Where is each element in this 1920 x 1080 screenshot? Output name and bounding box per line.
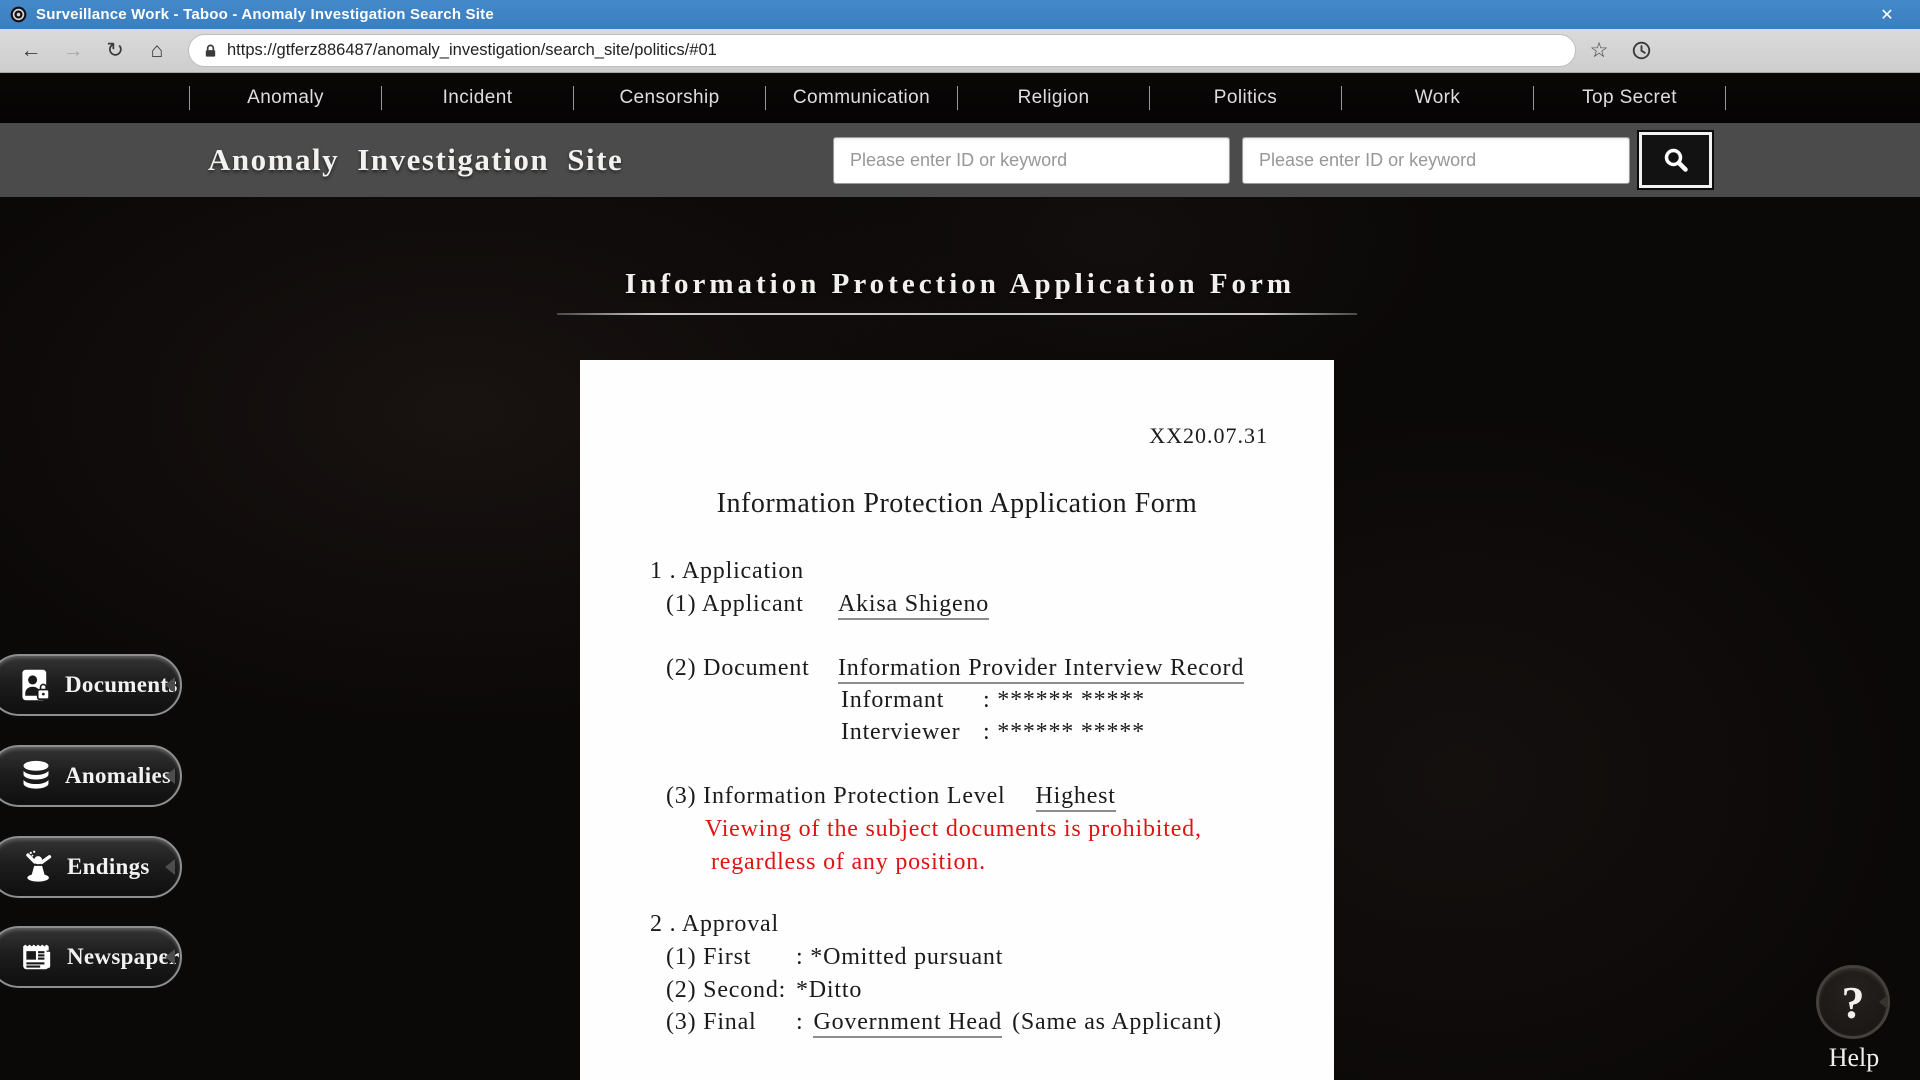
newspaper-icon: [20, 942, 54, 972]
doc-line-informant: [841, 687, 1145, 714]
site-favicon-icon: [10, 6, 27, 23]
sidebar-item-documents[interactable]: [0, 654, 182, 716]
doc-line-first-approval: [666, 944, 1003, 971]
refresh-icon[interactable]: ↻: [106, 39, 124, 62]
chevron-left-icon: [1879, 995, 1888, 1009]
chevron-left-icon: [165, 768, 175, 784]
cheering-person-icon: [20, 850, 54, 884]
doc-line-second-approval: [666, 977, 862, 1004]
search-button[interactable]: [1639, 132, 1712, 188]
help-button[interactable]: [1816, 965, 1892, 1073]
first-approval-label: (1) First: [666, 944, 752, 970]
window-titlebar: [0, 0, 1920, 29]
doc-line-protection-level: [666, 783, 1116, 810]
browser-toolbar: [0, 29, 1920, 73]
nav-separator: [1725, 86, 1726, 110]
nav-item-top-secret[interactable]: Top Secret: [1582, 87, 1677, 108]
help-circle: [1816, 965, 1890, 1039]
sidebar-item-newspaper[interactable]: [0, 926, 182, 988]
sidebar-item-label: Documents: [65, 672, 178, 697]
forward-icon[interactable]: →: [62, 38, 84, 62]
nav-item-religion[interactable]: Religion: [1017, 87, 1090, 108]
doc-section1-title: 1 . Application: [650, 558, 804, 584]
lock-icon: [203, 43, 218, 59]
nav-item-politics[interactable]: Politics: [1213, 87, 1278, 108]
application-form-paper: [580, 360, 1334, 1080]
level-keyword-link[interactable]: Highest: [1036, 783, 1116, 812]
final-approval-note: (Same as Applicant): [1012, 1009, 1222, 1035]
first-approval-value: : *Omitted pursuant: [796, 944, 1004, 970]
final-approval-keyword-link[interactable]: Government Head: [813, 1009, 1002, 1038]
final-approval-label: (3) Final: [666, 1009, 757, 1035]
nav-item-work[interactable]: Work: [1414, 87, 1461, 108]
sidebar-item-endings[interactable]: [0, 836, 182, 898]
home-icon[interactable]: ⌂: [150, 38, 164, 62]
doc-date: XX20.07.31: [1149, 423, 1268, 448]
sidebar-item-label: Anomalies: [65, 763, 172, 788]
page-title: Information Protection Application Form: [624, 268, 1296, 300]
history-icon[interactable]: [1622, 34, 1660, 68]
url-bar[interactable]: [188, 34, 1576, 67]
back-icon[interactable]: ←: [20, 38, 42, 62]
doc-warning-line-2: regardless of any position.: [711, 849, 986, 875]
document-label: (2) Document: [666, 655, 810, 681]
applicant-label: (1) Applicant: [666, 591, 804, 617]
nav-item-censorship[interactable]: Censorship: [619, 87, 720, 108]
chevron-left-icon: [165, 859, 175, 875]
bookmark-star-icon[interactable]: ☆: [1589, 39, 1609, 62]
site-header: [0, 123, 1920, 197]
magnifier-icon: [1661, 145, 1691, 175]
sidebar-item-label: Endings: [67, 854, 150, 879]
informant-label: Informant: [841, 687, 945, 713]
help-label: Help: [1828, 1043, 1880, 1072]
close-icon[interactable]: ✕: [1880, 6, 1894, 24]
doc-line-interviewer: [841, 719, 1145, 746]
page-title-underline: [557, 313, 1357, 315]
second-approval-value: *Ditto: [796, 977, 863, 1003]
category-nav: [0, 73, 1920, 123]
level-label: (3) Information Protection Level: [666, 783, 1006, 809]
chevron-left-icon: [165, 677, 175, 693]
doc-line-applicant: [666, 591, 989, 618]
doc-warning-line-1: Viewing of the subject documents is prohibited,: [705, 816, 1202, 842]
chevron-left-icon: [165, 949, 175, 965]
nav-item-incident[interactable]: Incident: [442, 87, 513, 108]
history-clock-icon: [1631, 40, 1652, 61]
doc-line-document: [666, 655, 1244, 682]
search-input-2[interactable]: [1242, 137, 1630, 184]
document-keyword-link[interactable]: Information Provider Interview Record: [838, 655, 1244, 684]
interviewer-label: Interviewer: [841, 719, 961, 745]
informant-value: : ****** *****: [983, 687, 1145, 713]
window-title: Surveillance Work - Taboo - Anomaly Investigation Search Site: [36, 6, 494, 23]
doc-heading: Information Protection Application Form: [716, 488, 1198, 519]
database-icon: [20, 759, 52, 793]
question-mark-icon: ?: [1841, 976, 1865, 1028]
search-field-1-wrap: [833, 137, 1230, 184]
site-title: Anomaly Investigation Site: [208, 142, 624, 177]
url-input[interactable]: [227, 41, 1569, 60]
search-field-2-wrap: [1242, 137, 1630, 184]
nav-item-communication[interactable]: Communication: [792, 87, 931, 108]
doc-line-final-approval: [666, 1009, 1222, 1036]
nav-item-anomaly[interactable]: Anomaly: [247, 87, 324, 108]
second-approval-label: (2) Second:: [666, 977, 787, 1003]
id-card-lock-icon: [20, 668, 52, 702]
sidebar-item-label: Newspaper: [67, 944, 180, 969]
final-approval-colon: :: [796, 1009, 804, 1035]
search-input-1[interactable]: [833, 137, 1230, 184]
interviewer-value: : ****** *****: [983, 719, 1145, 745]
applicant-keyword-link[interactable]: Akisa Shigeno: [838, 591, 989, 620]
doc-section2-title: 2 . Approval: [650, 911, 779, 937]
sidebar-item-anomalies[interactable]: [0, 745, 182, 807]
